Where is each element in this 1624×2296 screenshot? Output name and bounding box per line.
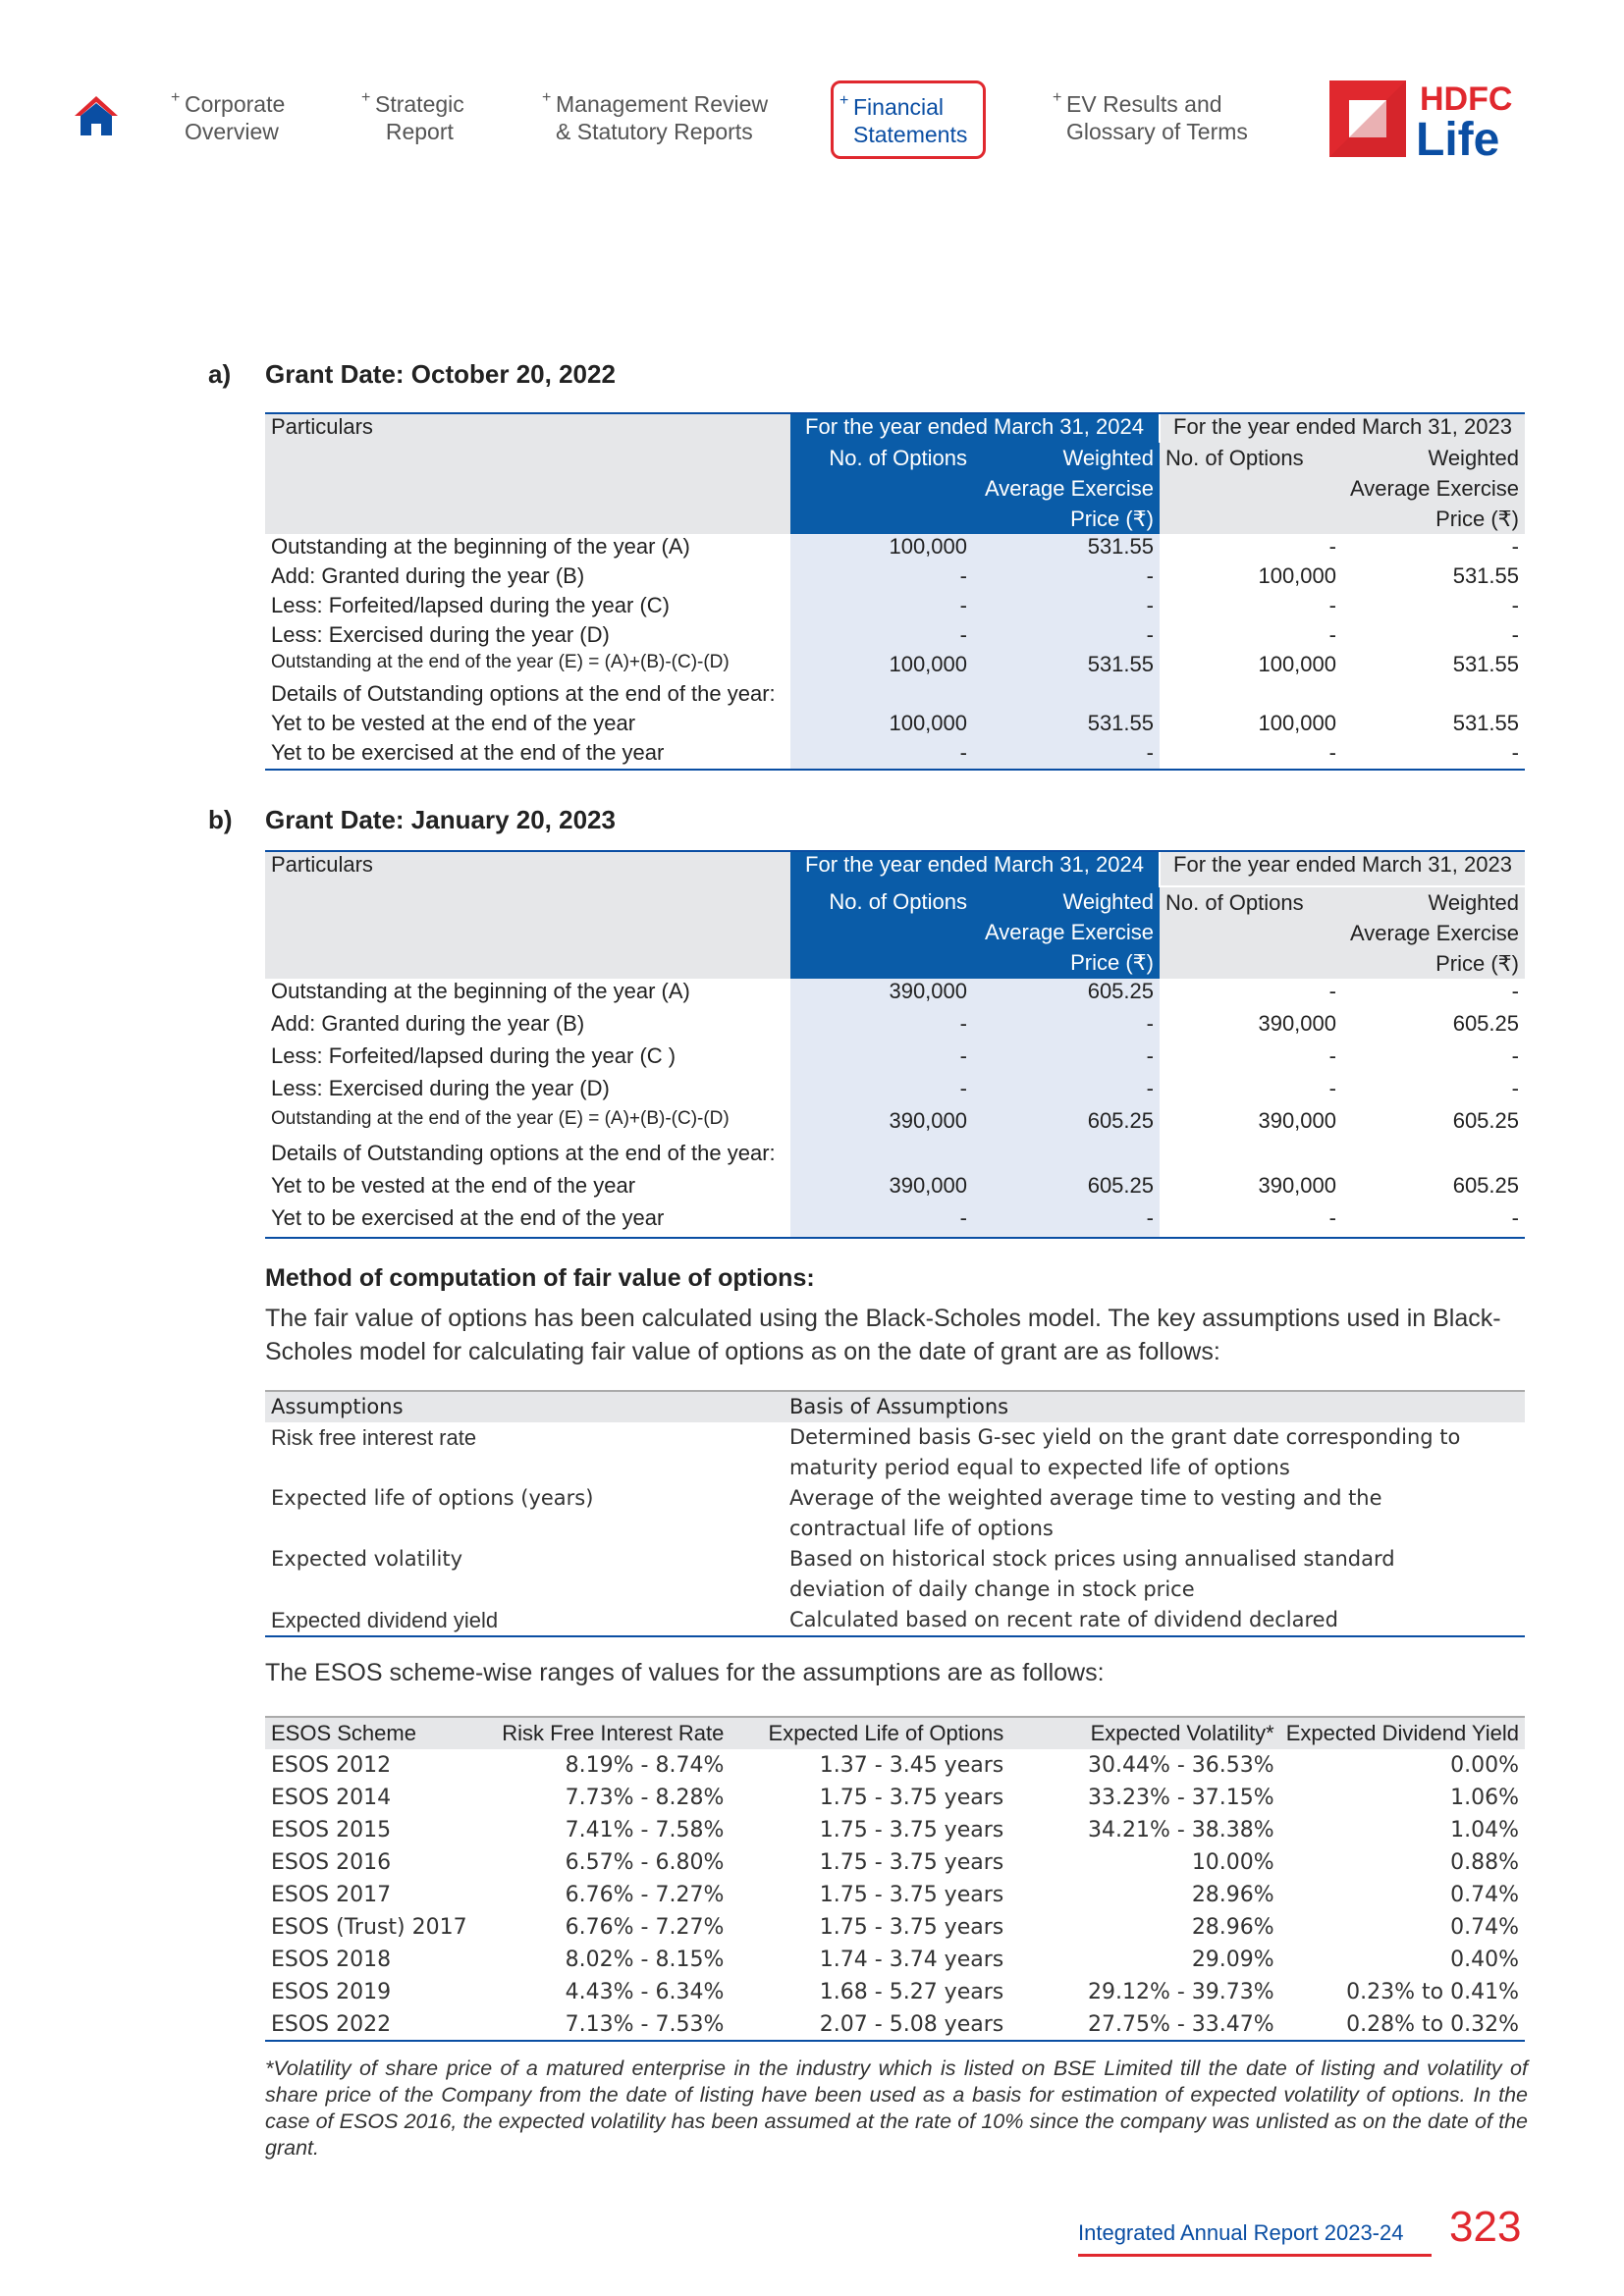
table-row: Details of Outstanding options at the end of the year: xyxy=(265,681,1525,711)
table-row: Yet to be exercised at the end of the year - - - - xyxy=(265,740,1525,770)
header-year-2023: For the year ended March 31, 2023 xyxy=(1160,413,1525,443)
esos-ranges-table xyxy=(265,1716,1525,2042)
table-row: Outstanding at the end of the year (E) = (A)+(B)-(C)-(D) 100,000 531.55 100,000 531.55 xyxy=(265,652,1525,681)
table-row: Expected volatility Based on historical stock prices using annualised standard deviation of daily change in stock price xyxy=(271,1547,1395,1601)
subheader-options-2024: No. of Options xyxy=(790,886,973,979)
nav-ev-results[interactable]: + EV Results and Glossary of Terms xyxy=(1053,89,1248,144)
header-scheme: ESOS Scheme xyxy=(265,1717,496,1749)
method-paragraph: The fair value of options has been calculated using the Black-Scholes model. The key assumptions used in Black-Scholes model for calculating fair value of options as on the date of grant are as follows: xyxy=(265,1305,1501,1365)
page-number: 323 xyxy=(1449,2203,1522,2251)
assumptions-table xyxy=(265,1390,1525,1637)
home-icon[interactable] xyxy=(73,94,120,137)
subheader-options-2023: No. of Options xyxy=(1160,443,1342,534)
table-row: Yet to be exercised at the end of the year - - - - xyxy=(265,1205,1525,1238)
table-row: ESOS 2016 6.57% - 6.80% 1.75 - 3.75 years 10.00% 0.88% xyxy=(271,1850,1519,1875)
header-particulars: Particulars xyxy=(265,851,790,886)
header-year-2024: For the year ended March 31, 2024 xyxy=(790,413,1160,443)
logo-text-top: HDFC xyxy=(1420,80,1513,118)
table-row: ESOS 2015 7.41% - 7.58% 1.75 - 3.75 years 34.21% - 38.38% 1.04% xyxy=(271,1818,1519,1842)
subheader-price-2023: Weighted Average Exercise Price (₹) xyxy=(1342,886,1525,979)
nav-label: Corporate xyxy=(185,91,286,117)
nav-financial-statements[interactable]: + Financial Statements xyxy=(831,80,986,159)
subheader-price-2024: Weighted Average Exercise Price (₹) xyxy=(973,443,1160,534)
section-b-label: b) xyxy=(208,805,233,834)
header-volatility: Expected Volatility* xyxy=(1009,1717,1279,1749)
nav-strategic-report[interactable]: + Strategic Report xyxy=(361,89,464,144)
ranges-intro: The ESOS scheme-wise ranges of values for the assumptions are as follows: xyxy=(265,1659,1105,1686)
table-row: Expected life of options (years) Average of the weighted average time to vesting and the contractual life of options xyxy=(271,1486,1382,1540)
subheader-options-2023: No. of Options xyxy=(1160,886,1342,979)
header-year-2024: For the year ended March 31, 2024 xyxy=(790,851,1160,886)
table-row: ESOS 2017 6.76% - 7.27% 1.75 - 3.75 years 28.96% 0.74% xyxy=(271,1883,1519,1907)
section-a-title: Grant Date: October 20, 2022 xyxy=(265,359,616,389)
table-row: Outstanding at the end of the year (E) = (A)+(B)-(C)-(D) 390,000 605.25 390,000 605.25 xyxy=(265,1108,1525,1141)
nav-label: Management Review xyxy=(556,91,769,117)
table-row: Risk free interest rate Determined basis G-sec yield on the grant date corresponding to maturity period equal to expected life of options xyxy=(271,1425,1461,1479)
subheader-options-2024: No. of Options xyxy=(790,443,973,534)
section-a-label: a) xyxy=(208,359,232,389)
volatility-footnote: *Volatility of share price of a matured enterprise in the industry which is listed on BSE Limited till the date of listing and volatility of share price of the Company from the date of listing have been used as a basis for estimation of expected volatility of options. In the case of ESOS 2016, the expected volatility has been assumed at the rate of 10% since the company was unlisted as on the date of the grant. xyxy=(265,2056,1528,2160)
nav-label: Glossary of Terms xyxy=(1066,119,1248,144)
table-row: Less: Forfeited/lapsed during the year (C) - - - - xyxy=(265,593,1525,622)
subheader-price-2023: Weighted Average Exercise Price (₹) xyxy=(1342,443,1525,534)
table-row: Outstanding at the beginning of the year (A) 390,000 605.25 - - xyxy=(265,979,1525,1011)
table-row: ESOS 2014 7.73% - 8.28% 1.75 - 3.75 years 33.23% - 37.15% 1.06% xyxy=(271,1786,1519,1810)
nav-label: EV Results and xyxy=(1066,91,1222,117)
nav-management-review[interactable]: + Management Review & Statutory Reports xyxy=(542,89,769,144)
table-row: ESOS 2018 8.02% - 8.15% 1.74 - 3.74 years 29.09% 0.40% xyxy=(271,1948,1519,1972)
logo-text-bottom: Life xyxy=(1416,114,1500,161)
table-row: Outstanding at the beginning of the year (A) 100,000 531.55 - - xyxy=(265,534,1525,563)
nav-label: Strategic xyxy=(375,91,464,117)
header-life: Expected Life of Options xyxy=(730,1717,1009,1749)
nav-label: Financial xyxy=(853,94,945,120)
header-basis: Basis of Assumptions xyxy=(784,1391,1525,1422)
table-row: Yet to be vested at the end of the year 390,000 605.25 390,000 605.25 xyxy=(265,1173,1525,1205)
table-row: Less: Exercised during the year (D) - - - - xyxy=(265,1076,1525,1108)
table-row: Add: Granted during the year (B) - - 390,000 605.25 xyxy=(265,1011,1525,1043)
nav-label: Report xyxy=(385,119,454,144)
method-heading: Method of computation of fair value of options: xyxy=(265,1264,815,1292)
nav-label: Overview xyxy=(185,119,279,144)
header-year-2023: For the year ended March 31, 2023 xyxy=(1160,851,1525,886)
hdfc-life-logo xyxy=(1329,75,1516,161)
section-b-title: Grant Date: January 20, 2023 xyxy=(265,805,616,834)
header-particulars: Particulars xyxy=(265,413,790,443)
top-navigation xyxy=(0,71,1624,169)
grant-table-b xyxy=(265,850,1525,1239)
table-row: Add: Granted during the year (B) - - 100,000 531.55 xyxy=(265,563,1525,593)
nav-corporate-overview[interactable]: + Corporate Overview xyxy=(171,89,286,144)
footer-report-title: Integrated Annual Report 2023-24 xyxy=(1078,2220,1404,2245)
table-row: ESOS 2022 7.13% - 7.53% 2.07 - 5.08 years 27.75% - 33.47% 0.28% to 0.32% xyxy=(265,2008,1525,2041)
table-row: ESOS (Trust) 2017 6.76% - 7.27% 1.75 - 3.75 years 28.96% 0.74% xyxy=(271,1915,1519,1940)
header-rate: Risk Free Interest Rate xyxy=(496,1717,730,1749)
table-row: Less: Exercised during the year (D) - - - - xyxy=(265,622,1525,652)
table-row: Less: Forfeited/lapsed during the year (C ) - - - - xyxy=(265,1043,1525,1076)
nav-label: Statements xyxy=(853,122,968,147)
table-row: Yet to be vested at the end of the year 100,000 531.55 100,000 531.55 xyxy=(265,711,1525,740)
table-row: ESOS 2019 4.43% - 6.34% 1.68 - 5.27 years 29.12% - 39.73% 0.23% to 0.41% xyxy=(271,1980,1519,2004)
header-assumptions: Assumptions xyxy=(265,1391,784,1422)
header-yield: Expected Dividend Yield xyxy=(1280,1717,1525,1749)
footer-underline xyxy=(1078,2254,1432,2257)
nav-label: & Statutory Reports xyxy=(556,119,753,144)
table-row: ESOS 2012 8.19% - 8.74% 1.37 - 3.45 years 30.44% - 36.53% 0.00% xyxy=(271,1753,1519,1778)
subheader-price-2024: Weighted Average Exercise Price (₹) xyxy=(973,886,1160,979)
grant-table-a xyxy=(265,412,1525,771)
table-row: Expected dividend yield Calculated based on recent rate of dividend declared xyxy=(265,1605,1525,1636)
table-row: Details of Outstanding options at the end of the year: xyxy=(265,1141,1525,1173)
